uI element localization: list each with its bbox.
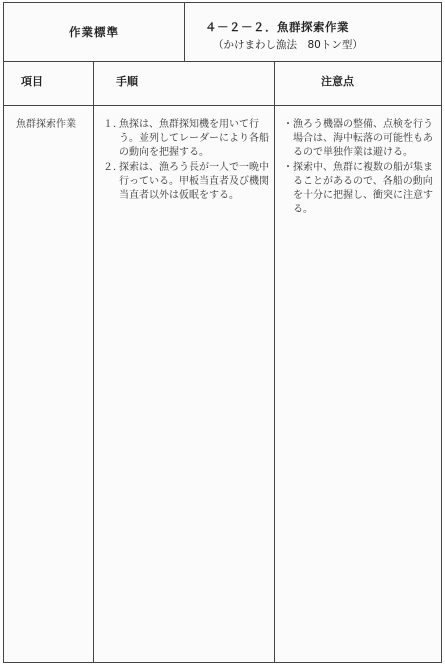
note-item	[283, 161, 435, 218]
document-title: ４－２－２．魚群探索作業	[205, 20, 349, 34]
header-title-block	[185, 3, 441, 61]
procedure-step	[103, 161, 269, 204]
column-header-item: 項目	[4, 62, 94, 106]
step-text: 魚探は、魚群探知機を用いて行う。並列してレーダーにより各船の動向を把握する。	[119, 119, 269, 159]
step-text: 探索は、漁ろう長が一人で一晩中行っている。甲板当直者及び機関当直者以外は仮眠をする。	[119, 161, 269, 202]
note-text: 漁ろう機器の整備、点検を行う場合は、海中転落の可能性もあるので単独作業は避ける。	[293, 119, 433, 159]
note-item	[283, 118, 435, 161]
column-header-procedure: 手順	[94, 62, 275, 106]
procedure-cell	[94, 106, 275, 662]
form-header	[4, 3, 441, 62]
step-number: １．	[103, 119, 123, 130]
item-cell: 魚群探索作業	[16, 119, 76, 130]
notes-cell	[275, 106, 441, 662]
procedure-step	[103, 118, 269, 161]
work-standard-form	[3, 2, 442, 663]
column-header-notes: 注意点	[275, 62, 441, 106]
note-bullet: ・	[283, 161, 293, 173]
document-subtitle: （かけまわし漁法 80トン型）	[213, 39, 363, 51]
header-label: 作業標準	[4, 3, 185, 61]
note-bullet: ・	[283, 119, 293, 130]
note-text: 探索中、魚群に複数の船が集まることがあるので、各船の動向を十分に把握し、衝突に注意する。	[293, 161, 433, 216]
step-number: ２．	[103, 161, 123, 173]
